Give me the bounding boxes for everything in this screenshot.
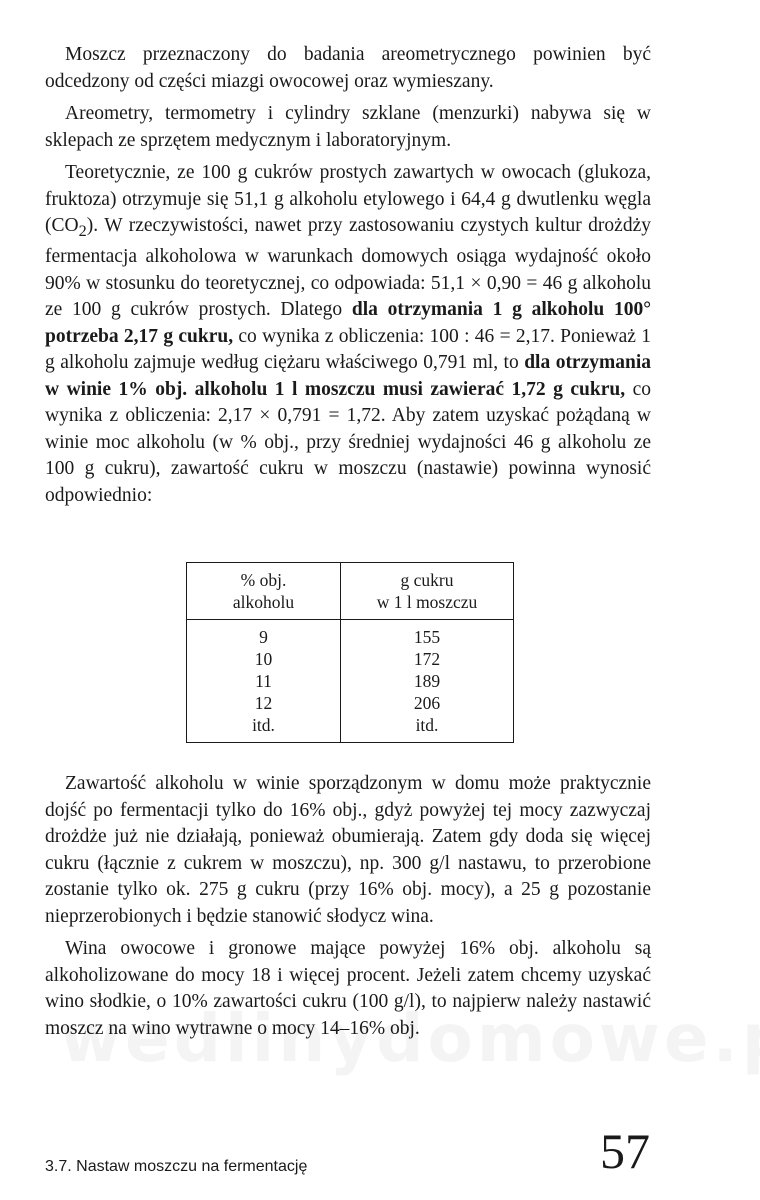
table-row [187, 714, 514, 743]
table-cell-sugar: 189 [413, 671, 441, 691]
watermark [60, 1000, 710, 1077]
table-header-row [187, 563, 514, 620]
paragraph-4: Zawartość alkoholu w winie sporządzonym w domu może praktycznie dojść po fermentacji tylko do 16% obj., gdyż powyżej tej mocy zazwyczaj drożdże już nie działają, ponieważ obumierają. Zatem gdy doda się więcej cukru (łącznie z cukrem w moszczu), np. 300 g/l nastawu, to przerobione zostanie tylko ok. 275 g cukru (przy 16% obj. mocy), a 25 g pozostanie nieprzerobionych i będzie stanowić słodycz wina. [45, 773, 651, 927]
table-row [187, 670, 514, 692]
table-row [187, 620, 514, 649]
table-cell-sugar: 172 [413, 649, 441, 669]
table-cell-alcohol: itd. [187, 714, 341, 743]
paragraph-3-bold-1: dla otrzymania 1 g alkoholu 100° potrzeba 2,17 g cukru, [45, 299, 651, 347]
paragraph-3-bold-2: dla otrzymania w winie 1% obj. alkoholu 1 l moszczu musi zawierać 1,72 g cukru, [45, 352, 651, 400]
table-cell-alcohol: 9 [187, 620, 341, 649]
co2-subscript: 2 [78, 221, 87, 240]
footer-section-title: 3.7. Nastaw moszczu na fermentację [45, 1158, 308, 1175]
paragraph-3-part-d: co wynika z obliczenia: 2,17 × 0,791 = 1,72. Aby zatem uzyskać pożądaną w winie moc alkoholu (w % obj., przy średniej wydajności 46 g alkoholu ze 100 g cukru), zawartość cukru w moszczu (nastawie) powinna wynosić odpowiednio: [45, 378, 651, 506]
page-body-top [45, 42, 651, 509]
table-cell-sugar: 155 [413, 627, 441, 647]
table-row [187, 692, 514, 714]
table-row [187, 648, 514, 670]
table-cell-alcohol: 12 [187, 692, 341, 714]
table-cell-alcohol: 10 [187, 648, 341, 670]
table-header-alcohol: % obj. alkoholu [187, 563, 341, 620]
paragraph-3-part-c: co wynika z obliczenia: 100 : 46 = 2,17. Ponieważ 1 g alkoholu zajmuje według ciężaru właściwego 0,791 ml, to [45, 325, 651, 374]
paragraph-3-part-a: Teoretycznie, ze 100 g cukrów prostych zawartych w owocach (glukoza, fruktoza) otrzymuje się 51,1 g alkoholu etylowego i 64,4 g dwutlenku węgla (CO [45, 162, 651, 236]
paragraph-3-part-b: ). W rzeczywistości, nawet przy zastosowaniu czystych kultur drożdży fermentacja alkoholowa w warunkach domowych osiąga wydajność około 90% w stosunku do teoretycznej, co odpowiada: 51,1 × 0,90 = 46 g alkoholu ze 100 g cukrów prostych. Dlatego [45, 215, 651, 321]
paragraph-3 [45, 160, 651, 509]
table-header-sugar: g cukru w 1 l moszczu [341, 563, 514, 620]
paragraph-2: Areometry, termometry i cylindry szklane (menzurki) nabywa się w sklepach ze sprzętem medycznym i laboratoryjnym. [45, 103, 651, 151]
paragraph-1: Moszcz przeznaczony do badania areometrycznego powinien być odcedzony od części miazgi owocowej oraz wymieszany. [45, 44, 651, 92]
page-number: 57 [600, 1123, 650, 1179]
paragraph-5: Wina owocowe i gronowe mające powyżej 16% obj. alkoholu są alkoholizowane do mocy 18 i więcej procent. Jeżeli zatem chcemy uzyskać wino słodkie, o 10% zawartości cukru (100 g/l), to najpierw należy nastawić moszcz na wino wytrawne o mocy 14–16% obj. [45, 938, 651, 1039]
sugar-table [186, 562, 514, 743]
table-cell-sugar: 206 [413, 693, 441, 713]
table-cell-alcohol: 11 [187, 670, 341, 692]
table-cell-sugar: itd. [415, 715, 439, 735]
